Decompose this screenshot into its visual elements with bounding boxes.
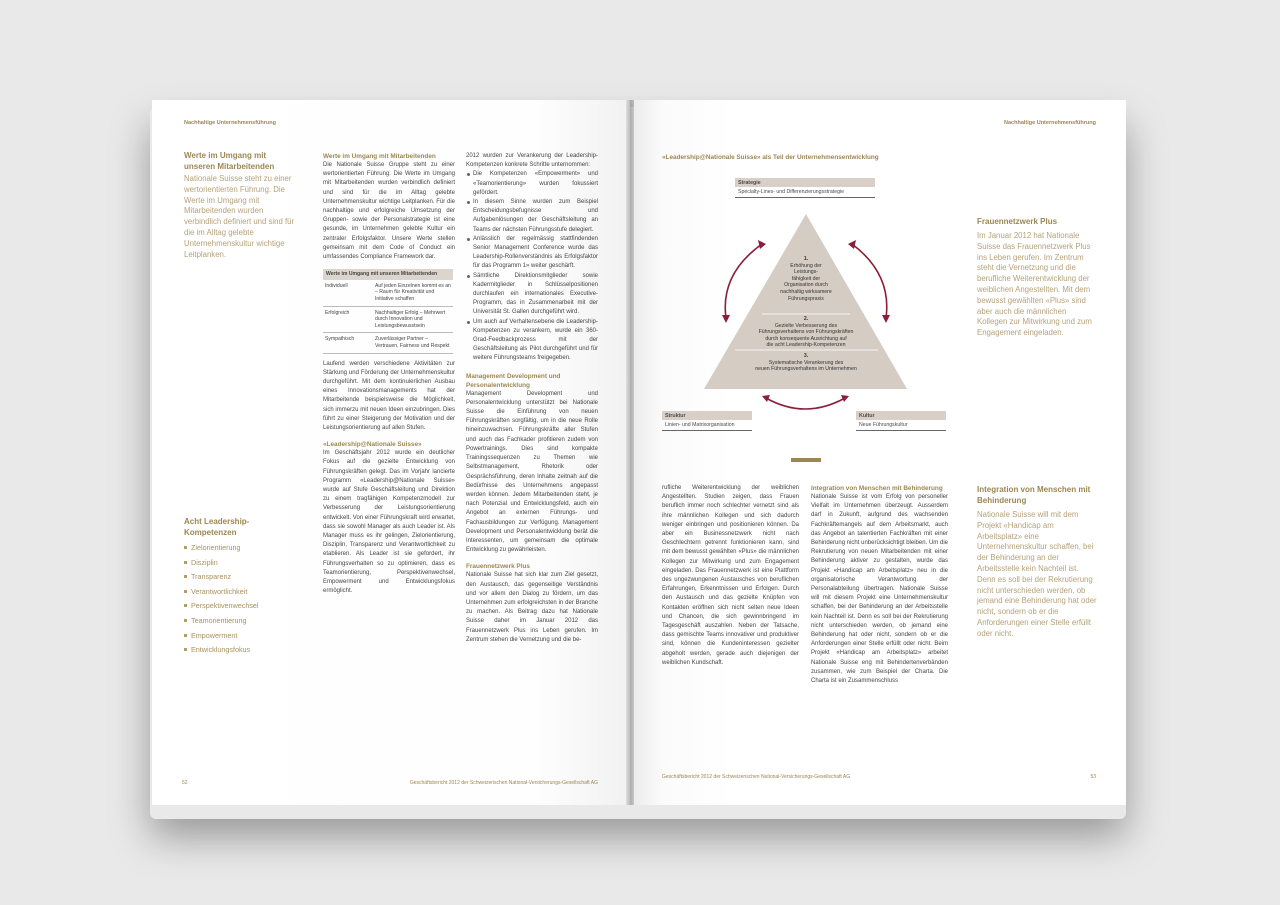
- table-row: [323, 306, 453, 333]
- arrowhead-icon: [758, 240, 766, 249]
- leadership-diagram: [662, 166, 982, 456]
- competencies-list: [184, 541, 296, 658]
- right-page: [634, 100, 1126, 805]
- list-item: Entwicklungsfokus: [184, 643, 296, 658]
- arrowhead-icon: [882, 315, 890, 323]
- level-1-text: [766, 256, 846, 302]
- left-column-2: [466, 152, 598, 645]
- box-text: Specialty-Lines- und Differenzierungsstrategie: [735, 187, 875, 198]
- level-line: neuen Führungsverhaltens im Unternehmen: [755, 366, 857, 373]
- sidebar-intro: [184, 150, 296, 260]
- level-number: 2.: [803, 316, 809, 322]
- level-line: durch konsequente Ausrichtung auf: [765, 335, 847, 342]
- table-value: Zuverlässiger Partner – Vertrauen, Fairness und Respekt: [373, 333, 453, 353]
- box-text: Linien- und Matrixorganisation: [662, 420, 752, 431]
- bullet-list: [466, 170, 598, 363]
- page-footer: Geschäftsbericht 2012 der Schweizerischen National-Versicherungs-Gesellschaft AG: [409, 780, 598, 786]
- right-column-2: [811, 484, 948, 686]
- paragraph: 2012 wurden zur Verankerung der Leadership-Kompetenzen konkrete Schritte unternommen:: [466, 153, 598, 169]
- sidebar-title: Werte im Umgang mit unseren Mitarbeitenden: [184, 151, 275, 171]
- table-row: [323, 333, 453, 353]
- level-line: Erhöhung der: [790, 262, 822, 269]
- level-line: fähigkeit der: [791, 275, 821, 282]
- values-table: [323, 269, 453, 353]
- level-line: Gezielte Verbesserung des: [774, 322, 838, 329]
- level-line: Führungspraxis: [788, 295, 824, 302]
- table-key: Sympathisch: [323, 333, 373, 353]
- running-header: Nachhaltige Unternehmensführung: [184, 120, 276, 126]
- left-column-1: [323, 152, 455, 596]
- level-line: nachhaltig wirksamere: [780, 288, 832, 295]
- box-text: Neue Führungskultur: [856, 420, 946, 431]
- paragraph: Nationale Suisse ist vom Erfolg von personeller Vielfalt im Unternehmen überzeugt. Ausserdem darf in Zukunft, aufgrund des wachsenden Fachkräftemangels auf dem Arbeitsmarkt, auch das Angebot an talentierten Fachkräften mit einer Behinderung nicht unberücksichtigt bleiben. Um die Rekrutierung von neuen Mitarbeitenden mit einer Behinderung aktiver zu gestalten, wurde das Projekt «Handicap am Arbeitsplatz» neu in die organisatorische Verantwortung der Personalabteilung übertragen. Nationale Suisse will mit diesem Projekt eine Unternehmenskultur schaffen, bei der Behinderung an der Arbeitsstelle kein Nachteil ist. Denn es soll bei der Rekrutierung nicht unterschieden werden, ob jemand eine Behinderung hat oder nicht, sondern ob er die Anforderungen einer Stelle erfüllt oder nicht. Beim Projekt «Handicap am Arbeitsplatz» arbeitet Nationale Suisse eng mit Behindertenverbänden zusammen, wie zum Beispiel der Charta. Die Charta ist ein Zusammenschluss: [811, 494, 948, 685]
- paragraph: rufliche Weiterentwicklung der weiblichen Angestellten. Studien zeigen, dass Frauen beruflich immer noch schlechter vernetzt sind als ihre männlichen Kollegen und sich dadurch weniger einbringen und positionieren können. Da aber ein Businessnetzwerk nicht nach Geschlechtern getrennt funktionieren kann, sind mit dem bewusst gewählten «Plus» die männlichen Kollegen zur Mitwirkung und zum Engagement eingeladen. Das Frauennetzwerk ist eine Plattform des ungezwungenen Austausches von beruflichen Erfahrungen, Erkenntnissen und Erfolgen. Durch den Austausch und das gezielte Knüpfen von Kontakten eröffnen sich nicht selten neue Ideen und Chancen, die sich gewinnbringend im Tagesgeschäft auszahlen. Neben der Tatsache, dass gemischte Teams innovativer und produktiver sind, können die Kundeninteressen gezielter abgeholt werden, gerade auch diejenigen der weiblichen Kundschaft.: [662, 485, 799, 666]
- section-heading: «Leadership@Nationale Suisse»: [323, 441, 422, 449]
- section-heading: Werte im Umgang mit Mitarbeitenden: [323, 153, 436, 160]
- list-item: Um auch auf Verhaltensebene die Leadership-Kompetenzen zu verankern, wurde ein 360-Grad-Feedbackprozess mit der Geschäftsleitung als Pilot durchgeführt und für weitere Führungsteams freigegeben.: [466, 318, 598, 364]
- box-label: Kultur: [856, 411, 946, 420]
- competencies-box: [184, 516, 296, 658]
- table-key: Individuell: [323, 280, 373, 306]
- list-item: In diesem Sinne wurden zum Beispiel Entscheidungsbefugnisse und Aufgabenlösungen der Geschäftsleitung an Teams der nächsten Führungsstufe delegiert.: [466, 198, 598, 235]
- right-column-1: [662, 484, 799, 668]
- level-line: Systematische Verankerung des: [768, 359, 844, 366]
- list-item: Empowerment: [184, 629, 296, 644]
- paragraph: Nationale Suisse hat sich klar zum Ziel gesetzt, den Austausch, das gegenseitige Verständnis und vor allem den Dialog zu fördern, um das Unternehmen zum erfolgreichsten in der Branche zu machen. Als Beitrag dazu hat Nationale Suisse daher im Januar 2012 das Frauennetzwerk Plus ins Leben gerufen. Im Zentrum stehen die Vernetzung und die be-: [466, 572, 598, 643]
- sidebar-integration: [977, 484, 1097, 640]
- list-item: Die Kompetenzen «Empowerment» und «Teamorientierung» wurden fokussiert gefördert.: [466, 170, 598, 198]
- arrow-bottom: [766, 398, 845, 409]
- page-footer: Geschäftsbericht 2012 der Schweizerischen National-Versicherungs-Gesellschaft AG: [662, 774, 851, 780]
- list-item: Transparenz: [184, 570, 296, 585]
- page-number: 53: [1090, 774, 1096, 780]
- paragraph: Die Nationale Suisse Gruppe steht zu einer wertorientierten Führung. Die Werte im Umgang mit Mitarbeitenden wurden verbindlich definiert und sind für die im Alltag gelebte Unternehmenskultur wichtige Leitplanken. Für die nachhaltige und erfolgreiche Umsetzung der Gruppen- sowie der Personalstrategie ist eine gesunde, im Unternehmen gelebte Kultur ein zentraler Erfolgsfaktor. Unsere Werte stellen gemeinsam mit dem Code of Conduct ein umfassendes Compliance Framework dar.: [323, 162, 455, 261]
- arrowhead-icon: [848, 240, 856, 249]
- level-line: die acht Leadership-Kompetenzen: [766, 342, 846, 349]
- arrowhead-icon: [841, 395, 849, 402]
- diagram-title: «Leadership@Nationale Suisse» als Teil der Unternehmensentwicklung: [662, 154, 879, 161]
- sidebar-text: Nationale Suisse steht zu einer wertorientierten Führung. Die Werte im Umgang mit Mitarbeitenden wurden verbindlich definiert und sind für die im Alltag gelebte Unternehmenskultur wichtige Leitplanken.: [184, 174, 295, 259]
- level-line: Organisation durch: [784, 282, 828, 289]
- list-item: Perspektivenwechsel: [184, 599, 296, 614]
- divider-bar: [791, 458, 821, 462]
- culture-box: [856, 411, 946, 431]
- sidebar-text: Nationale Suisse will mit dem Projekt «Handicap am Arbeitsplatz» eine Unternehmenskultur schaffen, bei der Behinderung an der Arbeitsstelle kein Nachteil ist. Denn es soll bei der Rekrutierung nicht unterschieden werden, ob jemand eine Behinderung hat oder nicht, sondern ob er die Anforderungen einer Stelle erfüllt oder nicht.: [977, 510, 1097, 638]
- level-number: 1.: [803, 256, 809, 262]
- arrowhead-icon: [722, 315, 730, 323]
- list-item: Anlässlich der regelmässig stattfindenden Senior Management Conference wurde das Leadership-Rollenverständnis als Erfolgsfaktor für das Programm 1» weiter geschärft.: [466, 235, 598, 272]
- section-heading: Frauennetzwerk Plus: [466, 563, 530, 571]
- table-row: [323, 280, 453, 306]
- level-line: Führungsverhaltens von Führungskräften: [758, 329, 854, 336]
- table-title: Werte im Umgang mit unseren Mitarbeitenden: [323, 269, 453, 280]
- list-item: Zielorientierung: [184, 541, 296, 556]
- sidebar-frauennetzwerk: [977, 216, 1097, 339]
- left-page: [152, 100, 630, 805]
- box-label: Strategie: [735, 178, 875, 187]
- box-label: Struktur: [662, 411, 752, 420]
- sidebar-title: Integration von Menschen mit Behinderung: [977, 485, 1091, 505]
- paragraph: Laufend werden verschiedene Aktivitäten zur Stärkung und Förderung der Unternehmenskultur durchgeführt. Mit dem kontinuierlichen Ausbau eines Innovationsmanagements hat der Mitarbeitende beispielsweise die Möglichkeit, sich immerzu mit neuen Ideen einzubringen. Dies führt zu einer Steigerung der Motivation und der Leistungsorientierung auf allen Stufen.: [323, 360, 455, 431]
- arrowhead-icon: [762, 395, 770, 402]
- list-item: Teamorientierung: [184, 614, 296, 629]
- paragraph: Im Geschäftsjahr 2012 wurde ein deutlicher Fokus auf die gezielte Entwicklung von Führungskräften gelegt. Das im Vorjahr lancierte Programm «Leadership@Nationale Suisse» wurde auf Stufe Geschäftsleitung und Direktion zu einem tragfähigen Kompetenzmodell zur Verbesserung der Leistungsorientierung entwickelt. Von einer Führungskraft wird erwartet, dass sie sowohl Manager als auch Leader ist. Als Manager muss es ihr gelingen, Zielorientierung, Disziplin, Transparenz und Verantwortlichkeit zu etablieren. Als Leader ist sie gefordert, ihr Führungsverhalten so zu optimieren, dass es Teamorientierung, Perspektivenwechsel, Empowerment und Entwicklungsfokus ermöglicht.: [323, 450, 455, 595]
- structure-box: [662, 411, 752, 431]
- level-2-text: [736, 316, 876, 349]
- paragraph: Management Development und Personalentwicklung unterstützt bei Nationale Suisse die Einführung von neuen Führungskräften sorgfältig, um in die neue Rolle hineinzuwachsen. Führungskräfte aller Stufen und auch das Fachkader profitieren zudem von Powertrainings. Dies sind kompakte Trainingssequenzen zu Themen wie Selbstmanagement, Rhetorik oder Gesprächsführung, deren Inhalte zeitnah auf die Bedürfnisse des Unternehmens angepasst werden können. Jedem Mitarbeitenden steht, je nach Potenzial und Entwicklungsfeld, auch ein Angebot an externen Führungs- und Fachausbildungen zur Verfügung. Management Development und Personalentwicklung berät die Interessenten, um gemeinsam die optimale Entwicklung zu gewährleisten.: [466, 390, 598, 554]
- sidebar-title: Frauennetzwerk Plus: [977, 217, 1058, 226]
- sidebar-text: Im Januar 2012 hat Nationale Suisse das Frauennetzwerk Plus ins Leben gerufen. Im Zentrum steht die Vernetzung und die berufliche Weiterentwicklung der weiblichen Angestellten. Mit dem bewusst gewählten «Plus» sind aber auch die männlichen Kollegen zur Mitwirkung und zum Engagement eingeladen.: [977, 231, 1092, 338]
- list-item: Disziplin: [184, 556, 296, 571]
- table-key: Erfolgreich: [323, 306, 373, 333]
- running-header: Nachhaltige Unternehmensführung: [1004, 120, 1096, 126]
- list-item: Verantwortlichkeit: [184, 585, 296, 600]
- list-item: Sämtliche Direktionsmitglieder sowie Kadermitglieder in Schlüsselpositionen durchlaufen ein internationales Executive-Programm, das in Zusammenarbeit mit der Universität St. Gallen durchgeführt wird.: [466, 272, 598, 318]
- table-value: Auf jeden Einzelnen kommt es an – Raum für Kreativität und Initiative schaffen: [373, 280, 453, 306]
- competencies-title: Acht Leadership-Kompetenzen: [184, 517, 250, 537]
- section-heading: Management Development und Personalentwicklung: [466, 372, 561, 389]
- table-value: Nachhaltiger Erfolg – Mehrwert durch Innovation und Leistungsbewusstsein: [373, 306, 453, 333]
- section-heading: Integration von Menschen mit Behinderung: [811, 485, 943, 492]
- page-number: 52: [182, 780, 188, 786]
- level-line: Leistungs-: [794, 269, 818, 276]
- level-3-text: [726, 353, 886, 373]
- level-number: 3.: [803, 353, 809, 359]
